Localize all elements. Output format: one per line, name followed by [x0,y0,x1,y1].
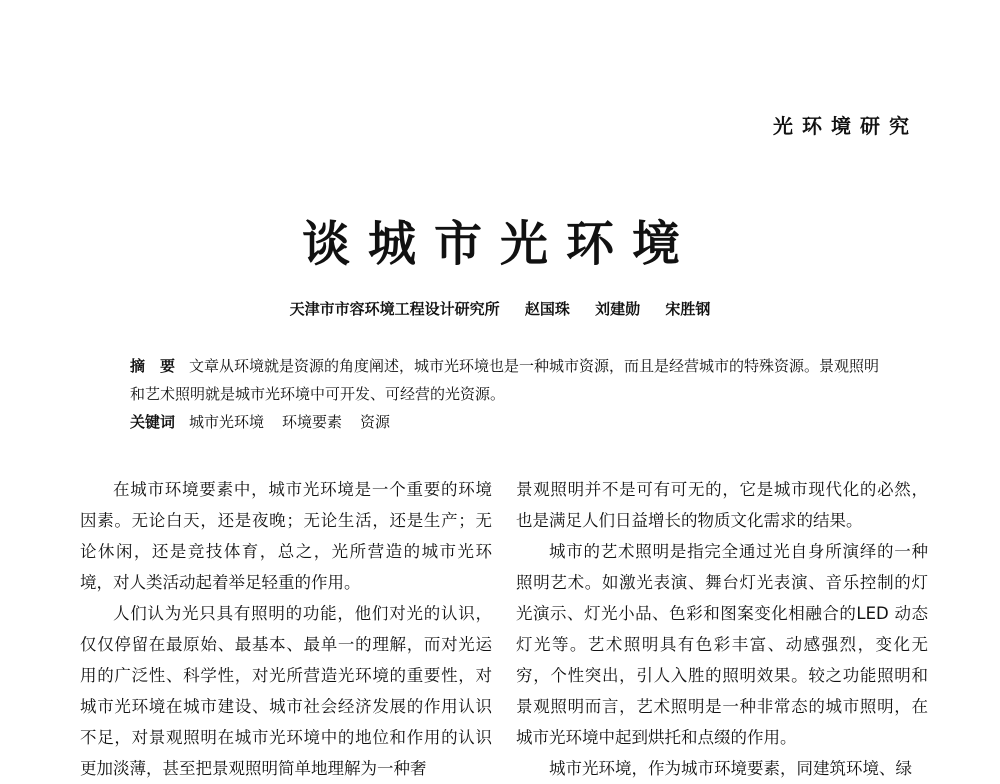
author-name: 宋胜钢 [665,300,711,318]
keyword: 环境要素 [282,413,343,431]
paragraph: 景观照明并不是可有可无的，它是城市现代化的必然，也是满足人们日益增长的物质文化需求的结果。 [516,480,928,530]
article-title: 谈城市光环境 [301,216,698,272]
paragraph: 人们认为光只具有照明的功能，他们对光的认识，仅仅停留在最原始、最基本、最单一的理解，而对光运用的广泛性、科学性，对光所营造光环境的重要性，对城市光环境在城市建设、城市社会经济发展的作用认识不足，对景观照明在城市光环境中的地位和作用的认识更加淡薄，甚至把景观照明简单地理解为一种奢 [80,604,492,778]
author-name: 刘建勋 [595,300,641,318]
abstract-block [130,352,890,436]
author-line [0,298,1000,319]
keywords [130,408,890,436]
abstract [130,352,890,408]
abstract-label: 摘 要 [130,357,176,375]
keyword: 城市光环境 [189,413,265,431]
paragraph: 城市光环境，作为城市环境要素，同建筑环境、绿 [549,759,912,778]
keyword: 资源 [360,413,391,431]
body-column-left [80,474,492,784]
abstract-text: 文章从环境就是资源的角度阐述，城市光环境也是一种城市资源，而且是经营城市的特殊资源。景观照明和艺术照明就是城市光环境中可开发、可经营的光资源。 [130,357,880,403]
author-name: 赵国珠 [524,300,570,318]
paragraph: 在城市环境要素中，城市光环境是一个重要的环境因素。无论白天，还是夜晚；无论生活，还是生产；无论休闲，还是竞技体育，总之，光所营造的城市光环境，对人类活动起着举足轻重的作用。 [80,480,492,592]
journal-section-header: 光环境研究 [773,114,918,138]
keywords-label: 关键词 [130,413,176,431]
paragraph: 城市的艺术照明是指完全通过光自身所演绎的一种照明艺术。如激光表演、舞台灯光表演、音乐控制的灯光演示、灯光小品、色彩和图案变化相融合的LED 动态灯光等。艺术照明具有色彩丰富、动感强烈，变化无穷，个性突出，引人入胜的照明效果。较之功能照明和景观照明而言，艺术照明是一种非常态的城市照明，在城市光环境中起到烘托和点缀的作用。 [516,542,928,747]
affiliation: 天津市市容环境工程设计研究所 [289,300,500,318]
body-column-right [516,474,928,784]
